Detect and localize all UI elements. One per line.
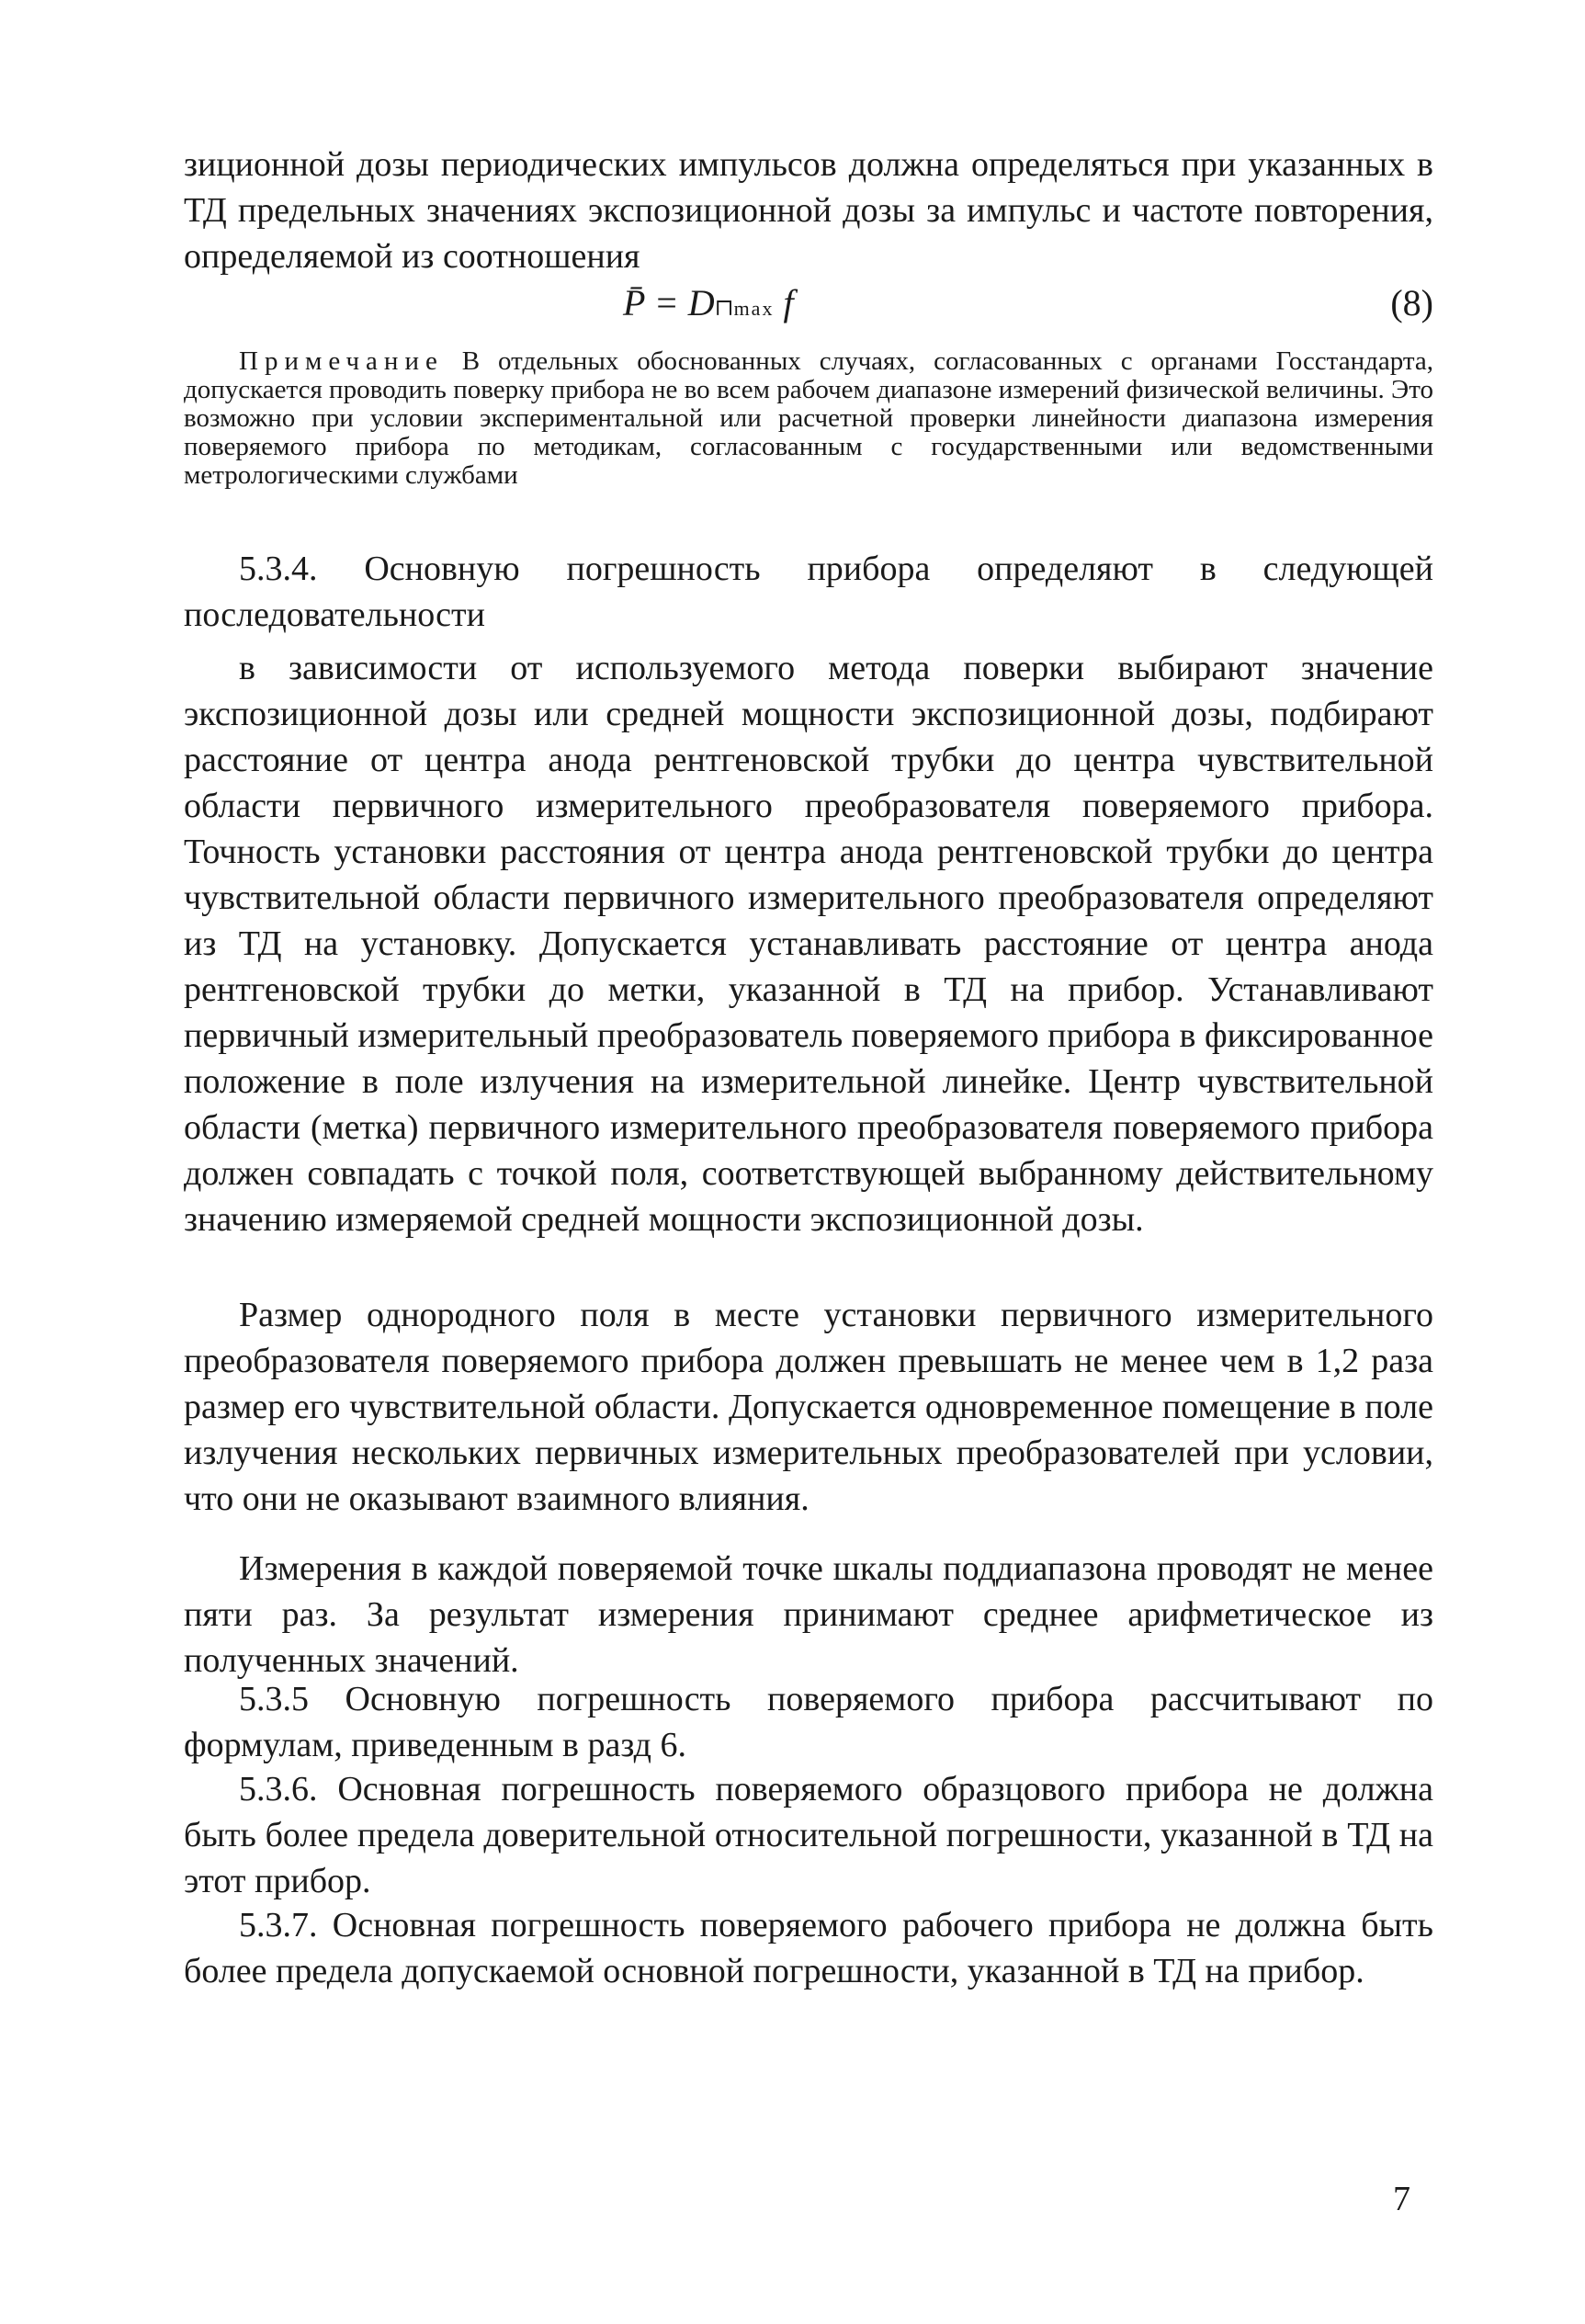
intro-paragraph: зиционной дозы периодических импульсов должна определяться при указанных в ТД предельных значениях экспозиционной дозы за импульс и частоте повторения, определяемой из соотношения — [184, 145, 1433, 276]
note-text: В отдельных обоснованных случаях, согласованных с органами Госстандарта, допускается проводить поверку прибора не во всем рабочем диапазоне измерений физической величины. Это возможно при условии экспериментальной или расчетной проверки линейности диапазона измерения поверяемого прибора по методикам, согласованным с государственными или ведомственными метрологическими службами — [184, 346, 1433, 490]
note-paragraph — [184, 347, 1433, 490]
paragraph-field-size: Размер однородного поля в месте установки первичного измерительного преобразователя поверяемого прибора должен превышать не менее чем в 1,2 раза размер его чувствительной области. Допускается одновременное помещение в поле излучения нескольких первичных измерительных преобразователей при условии, что они не оказывают взаимного влияния. — [184, 1296, 1433, 1518]
paragraph-measurements: Измерения в каждой поверяемой точке шкалы поддиапазона проводят не менее пяти раз. За результат измерения принимают среднее арифметическое из полученных значений. — [184, 1549, 1433, 1680]
formula-8 — [623, 278, 794, 334]
formula-symbol: D — [687, 282, 715, 323]
paragraph-5-3-6: 5.3.6. Основная погрешность поверяемого образцового прибора не должна быть более предела доверительной относительной погрешности, указанной в ТД на этот прибор. — [184, 1770, 1433, 1900]
paragraph-5-3-4: 5.3.4. Основную погрешность прибора определяют в следующей последовательности — [184, 550, 1433, 634]
note-label: Примечание — [239, 346, 444, 376]
paragraph-method: в зависимости от используемого метода поверки выбирают значение экспозиционной дозы или средней мощности экспозиционной дозы, подбирают расстояние от центра анода рентгеновской трубки до центра чувствительной области первичного измерительного преобразователя поверяемого прибора. Точность установки расстояния от центра анода рентгеновской трубки до центра чувствительной области первичного измерительного преобразователя определяют из ТД на установку. Допускается устанавливать расстояние от центра анода рентгеновской трубки до метки, указанной в ТД на прибор. Устанавливают первичный измерительный преобразователь поверяемого прибора в фиксированное положение в поле излучения на измерительной линейке. Центр чувствительной области (метка) первичного измерительного преобразователя поверяемого прибора должен совпадать с точкой поля, соответствующей выбранному действительному значению измеряемой средней мощности экспозиционной дозы. — [184, 649, 1433, 1239]
formula-row — [184, 278, 1433, 329]
page-number: 7 — [1393, 2180, 1410, 2218]
formula-number: (8) — [1390, 282, 1433, 323]
formula-equals: = — [653, 282, 679, 323]
paragraph-5-3-5: 5.3.5 Основную погрешность поверяемого прибора рассчитывают по формулам, приведенным в разд 6. — [184, 1680, 1433, 1764]
formula-subscript-symbol: ⊓ — [714, 296, 734, 321]
paragraph-5-3-7: 5.3.7. Основная погрешность поверяемого рабочего прибора не должна быть более предела допускаемой основной погрешности, указанной в ТД на прибор. — [184, 1906, 1433, 1990]
formula-lhs: P̄ — [623, 282, 645, 323]
formula-subscript-max: max — [733, 297, 775, 320]
formula-rhs: f — [783, 282, 794, 323]
